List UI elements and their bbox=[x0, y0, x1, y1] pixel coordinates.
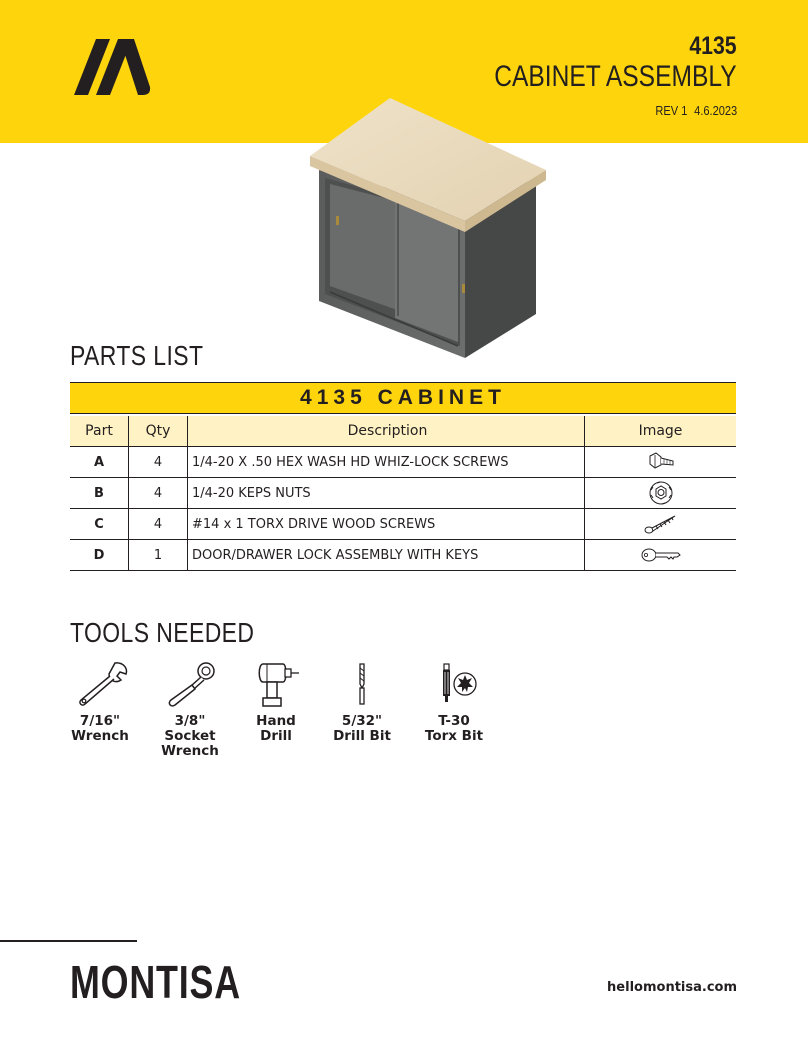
parts-list-title: PARTS LIST bbox=[70, 340, 204, 371]
part-letter: A bbox=[70, 447, 129, 478]
tool-item bbox=[60, 660, 140, 744]
table-header-row bbox=[70, 416, 736, 447]
part-qty: 4 bbox=[129, 509, 188, 540]
document-title: CABINET ASSEMBLY bbox=[494, 60, 737, 93]
column-header-qty: Qty bbox=[129, 416, 188, 447]
part-description: 1/4-20 X .50 HEX WASH HD WHIZ-LOCK SCREWS bbox=[188, 447, 585, 478]
tool-item bbox=[322, 660, 402, 744]
part-letter: B bbox=[70, 478, 129, 509]
parts-table bbox=[70, 416, 736, 571]
cabinet-product-image bbox=[300, 96, 550, 358]
tool-label-line2: Wrench bbox=[71, 728, 129, 744]
parts-table-title: 4135 CABINET bbox=[70, 382, 736, 414]
table-row bbox=[70, 447, 736, 478]
revision-label: REV 1 bbox=[655, 103, 688, 118]
brand-wordmark: MONTISA bbox=[70, 956, 241, 1008]
column-header-description: Description bbox=[188, 416, 585, 447]
document-number: 4135 bbox=[689, 32, 737, 60]
table-row bbox=[70, 478, 736, 509]
key-icon bbox=[641, 545, 681, 565]
tool-label-line3: Wrench bbox=[161, 743, 219, 759]
tool-label-line1: 7/16" bbox=[79, 713, 121, 729]
torx-bit-icon bbox=[425, 660, 483, 708]
table-row bbox=[70, 540, 736, 571]
tool-label-line2: Torx Bit bbox=[424, 728, 484, 744]
montisa-logo-icon bbox=[70, 35, 152, 97]
footer-divider bbox=[0, 940, 137, 942]
drill-bit-icon bbox=[333, 660, 391, 708]
part-description: #14 x 1 TORX DRIVE WOOD SCREWS bbox=[188, 509, 585, 540]
tool-label-line2: Socket bbox=[164, 728, 216, 744]
revision-date: 4.6.2023 bbox=[693, 103, 737, 118]
tool-label-line2: Drill Bit bbox=[333, 728, 391, 744]
revision-info bbox=[655, 103, 737, 118]
hex-bolt-icon bbox=[646, 450, 676, 474]
column-header-image: Image bbox=[585, 416, 737, 447]
wrench-icon bbox=[71, 660, 129, 708]
tools-list bbox=[60, 660, 520, 770]
tool-label-line2: Drill bbox=[260, 728, 292, 744]
part-letter: C bbox=[70, 509, 129, 540]
tool-label-line1: T-30 bbox=[438, 713, 470, 729]
part-qty: 4 bbox=[129, 478, 188, 509]
wood-screw-icon bbox=[643, 512, 679, 536]
keps-nut-icon bbox=[648, 480, 674, 506]
hand-drill-icon bbox=[247, 660, 305, 708]
part-qty: 4 bbox=[129, 447, 188, 478]
website-link[interactable]: hellomontisa.com bbox=[607, 980, 737, 995]
part-qty: 1 bbox=[129, 540, 188, 571]
tool-item bbox=[414, 660, 494, 744]
tool-label-line1: 5/32" bbox=[341, 713, 383, 729]
tool-label-line1: 3/8" bbox=[174, 713, 206, 729]
part-description: 1/4-20 KEPS NUTS bbox=[188, 478, 585, 509]
part-description: DOOR/DRAWER LOCK ASSEMBLY WITH KEYS bbox=[188, 540, 585, 571]
column-header-part: Part bbox=[70, 416, 129, 447]
part-letter: D bbox=[70, 540, 129, 571]
tool-item bbox=[150, 660, 230, 759]
tool-label-line1: Hand bbox=[256, 713, 296, 729]
tools-needed-title: TOOLS NEEDED bbox=[70, 617, 255, 648]
table-row bbox=[70, 509, 736, 540]
socket-wrench-icon bbox=[161, 660, 219, 708]
tool-item bbox=[236, 660, 316, 744]
